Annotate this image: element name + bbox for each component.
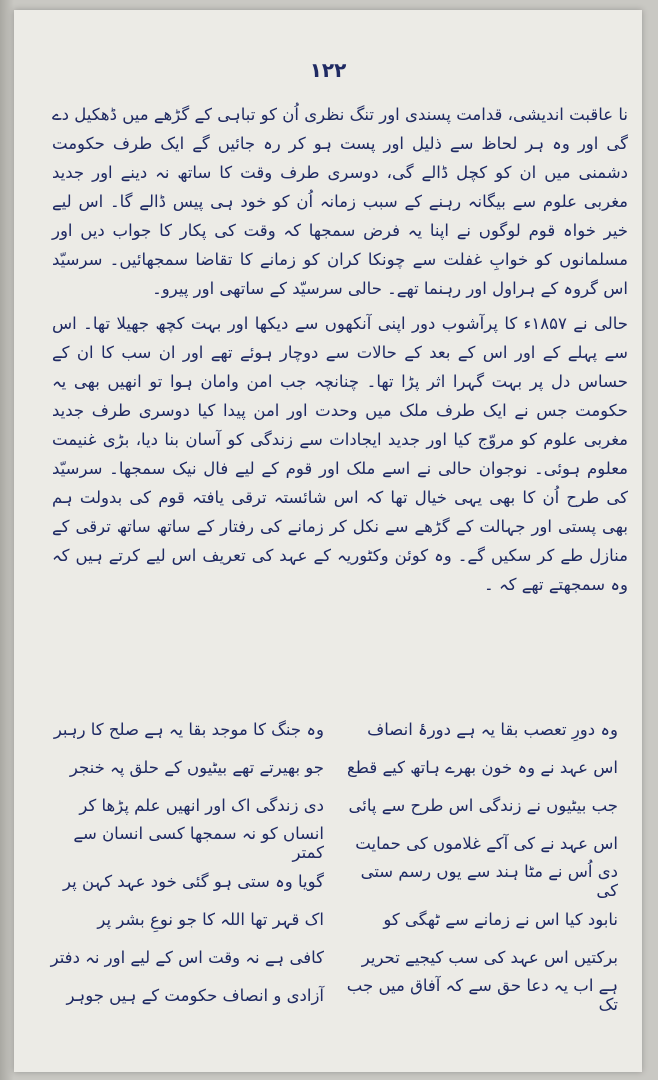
verse-right: نابود کیا اس نے زمانے سے ٹھگی کو [383,909,618,929]
verse-right: اس عہد نے وہ خون بھرے ہاتھ کیے قطع [347,757,618,777]
verse-right: وہ دورِ تعصب بقا یہ ہے دورۂ انصاف [367,719,618,739]
verse-left: گویا وہ ستی ہو گئی خود عہد کہن پر [63,871,324,891]
couplet [40,976,628,1014]
couplet [40,862,628,900]
couplet [40,938,628,976]
verse-left: کافی ہے نہ وقت اس کے لیے اور نہ دفتر [50,947,324,967]
paragraph-2: حالی نے ۱۸۵۷ء کا پرآشوب دور اپنی آنکھوں سے دیکھا اور بہت کچھ جھیلا تھا۔ اس سے پہلے کے اور اس کے بعد کے حالات سے دوچار ہوئے تھے اور ان سب کا ان کے حساس دل پر بہت گہرا اثر پڑا تھا۔ چنانچہ جب امن وامان ہوا تو انھیں بھی یہ حکومت جس نے ایک طرف ملک میں وحدت اور امن پیدا کیا دوسری طرف جدید مغربی علوم کو مروّج کیا اور جدید ایجادات سے زندگی کو آسان بنا دیا، بڑی غنیمت معلوم ہوئی۔ نوجوان حالی نے اسے ملک اور قوم کے لیے فال نیک سمجھا۔ سرسیّد کی طرح اُن کا بھی یہی خیال تھا کہ اس شائستہ ترقی یافتہ قوم کی بدولت ہم بھی پستی اور جہالت کے گڑھے سے نکل کر زمانے کی رفتار کے ساتھ ساتھ ترقی کے منازل طے کر سکیں گے۔ وہ کوئن وکٹوریہ کے عہد کی تعریف اس لیے کرتے ہیں کہ وہ سمجھتے تھے کہ ۔ [52,314,628,594]
couplet [40,748,628,786]
verse-right: برکتیں اس عہد کی سب کیجیے تحریر [361,947,618,967]
page-shadow-edge [0,0,14,1080]
couplet [40,900,628,938]
poem [40,710,628,1014]
verse-left: انساں کو نہ سمجھا کسی انسان سے کمتر [73,824,324,862]
book-page [14,10,642,1072]
verse-left: وہ جنگ کا موجد بقا یہ ہے صلح کا رہبر [53,719,324,739]
couplet [40,824,628,862]
verse-right: دی اُس نے مٹا ہند سے یوں رسم ستی کی [360,862,618,900]
verse-right: جب بیٹیوں نے زندگی اس طرح سے پائی [348,795,618,815]
verse-right: اس عہد نے کی آکے غلاموں کی حمایت [355,833,618,853]
couplet [40,710,628,748]
verse-right: ہے اب یہ دعا حق سے کہ آفاق میں جب تک [346,976,618,1014]
prose-body [52,100,628,599]
couplet [40,786,628,824]
page-number: ۱۲۲ [309,58,347,82]
verse-left: جو بھیرتے تھے بیٹیوں کے حلق پہ خنجر [69,757,324,777]
verse-left: دی زندگی اک اور انھیں علم پڑھا کر [79,795,324,815]
paragraph-1: نا عاقبت اندیشی، قدامت پسندی اور تنگ نظری اُن کو تباہی کے گڑھے میں ڈھکیل دے گی اور وہ ہر لحاظ سے ذلیل اور پست ہو کر رہ جائیں گے ایک طرف حکومت دشمنی میں ان کو کچل ڈالے گی، دوسری طرف وقت کا ساتھ نہ دینے اور جدید مغربی علوم سے بیگانہ رہنے کے سبب زمانہ اُن کو خود ہی پیس ڈالے گا۔ اس لیے خیر خواہ قوم لوگوں نے اپنا یہ فرض سمجھا کہ وقت کی پکار کا جواب دیں اور مسلمانوں کو خوابِ غفلت سے چونکا کران کو زمانے کا تقاضا سمجھائیں۔ سرسیّد اس گروہ کے ہراول اور رہنما تھے۔ حالی سرسیّد کے ساتھی اور پیرو۔ [52,105,628,298]
verse-left: اک قہر تھا اللہ کا جو نوعِ بشر پر [97,909,324,929]
verse-left: آزادی و انصاف حکومت کے ہیں جوہر [66,985,324,1005]
